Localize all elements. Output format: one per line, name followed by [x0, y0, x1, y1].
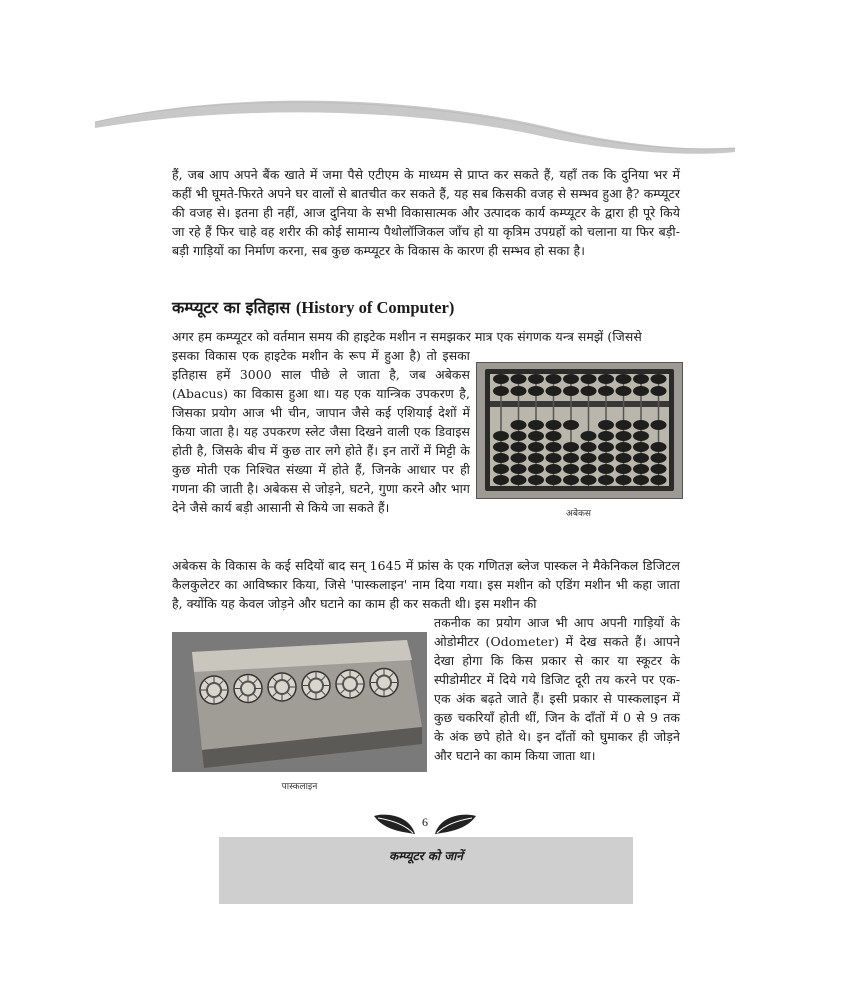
abacus-image	[476, 362, 683, 499]
header-swoosh	[0, 0, 850, 160]
history-paragraph: इसका विकास एक हाइटेक मशीन के रूप में हुआ है) तो इसका इतिहास हमें 3000 साल पीछे ले जाता है, जब अबेकस (Abacus) का विकास हुआ था। यह एक यान्त्रिक उपकरण है, जिसका प्रयोग आज भी चीन, जापान जैसे कई एशियाई देशों में किया जाता है। यह उपकरण स्लेट जैसा दिखने वाली एक डिवाइस होती है, जिसके बीच में कुछ तार लगे होते हैं। इन तारों में मिट्टी के कुछ मोती एक निश्चित संख्या में होते हैं, जिनके आधार पर ही गणना की जाती है। अबेकस से जोड़ने, घटने, गुणा करने और भाग देने जैसे कार्य बड़ी आसानी से किये जा सकते हैं।	[172, 348, 470, 515]
abacus-drawing	[477, 363, 682, 498]
footer-title: कम्प्यूटर को जानें	[389, 849, 463, 863]
pascaline-image	[172, 632, 427, 772]
pascaline-paragraph-top: अबेकस के विकास के कई सदियों बाद सन् 1645 में फ्रांस के एक गणितज्ञ ब्लेज पास्कल ने मैकेनिकल डिजिटल कैलकुलेटर का आविष्कार किया, जिसे 'पास्कलाइन' नाम दिया गया। इस मशीन को एडिंग मशीन भी कहा जाता है, क्योंकि यह केवल जोड़ने और घटाने का काम ही कर सकती थी। इस मशीन की	[172, 558, 680, 611]
pascaline-paragraph: तकनीक का प्रयोग आज भी आप अपनी गाड़ियों के ओडोमीटर (Odometer) में देख सकते हैं। आपने देखा होगा कि किस प्रकार से कार या स्कूटर के स्पीडोमीटर में दिये गये डिजिट दूरी तय करने पर एक-एक अंक बढ़ते जाते हैं। इसी प्रकार से पास्कलाइन में कुछ चकरियाँ होती थीं, जिन के दाँतों में 0 से 9 तक के अंक छपे होते थे। इन दाँतों को घुमाकर ही जोड़ने और घटाने का काम किया जाता था।	[434, 615, 680, 763]
page-number: 6	[422, 815, 428, 829]
heading-english: (History of Computer)	[295, 298, 455, 317]
pascaline-caption: पास्कलाइन	[281, 782, 318, 792]
heading-hindi: कम्प्यूटर का इतिहास	[172, 298, 291, 317]
section-heading	[172, 296, 454, 318]
pascaline-drawing	[172, 632, 427, 772]
history-paragraph-line1: अगर हम कम्प्यूटर को वर्तमान समय की हाइटेक मशीन न समझकर मात्र एक संगणक यन्त्र समझें (जिससे	[172, 329, 642, 344]
abacus-caption: अबेकस	[565, 509, 591, 519]
intro-paragraph: हैं, जब आप अपने बैंक खाते में जमा पैसे एटीएम के माध्यम से प्राप्त कर सकते हैं, यहाँ तक कि दुनिया भर में कहीं भी घूमते-फिरते अपने घर वालों से बातचीत कर सकते हैं, यह सब किसकी वजह से सम्भव हुआ है? कम्प्यूटर की वजह से। इतना ही नहीं, आज दुनिया के सभी विकासात्मक और उत्पादक कार्य कम्प्यूटर के द्वारा ही पूरे किये जा रहे हैं फिर चाहे वह शरीर की कोई सामान्य पैथोलॉजिकल जाँच हो या कृत्रिम उपग्रहों को चलाना या फिर बड़ी-बड़ी गाड़ियों का निर्माण करना, सब कुछ कम्प्यूटर के विकास के कारण ही सम्भव हो सका है।	[172, 167, 680, 258]
